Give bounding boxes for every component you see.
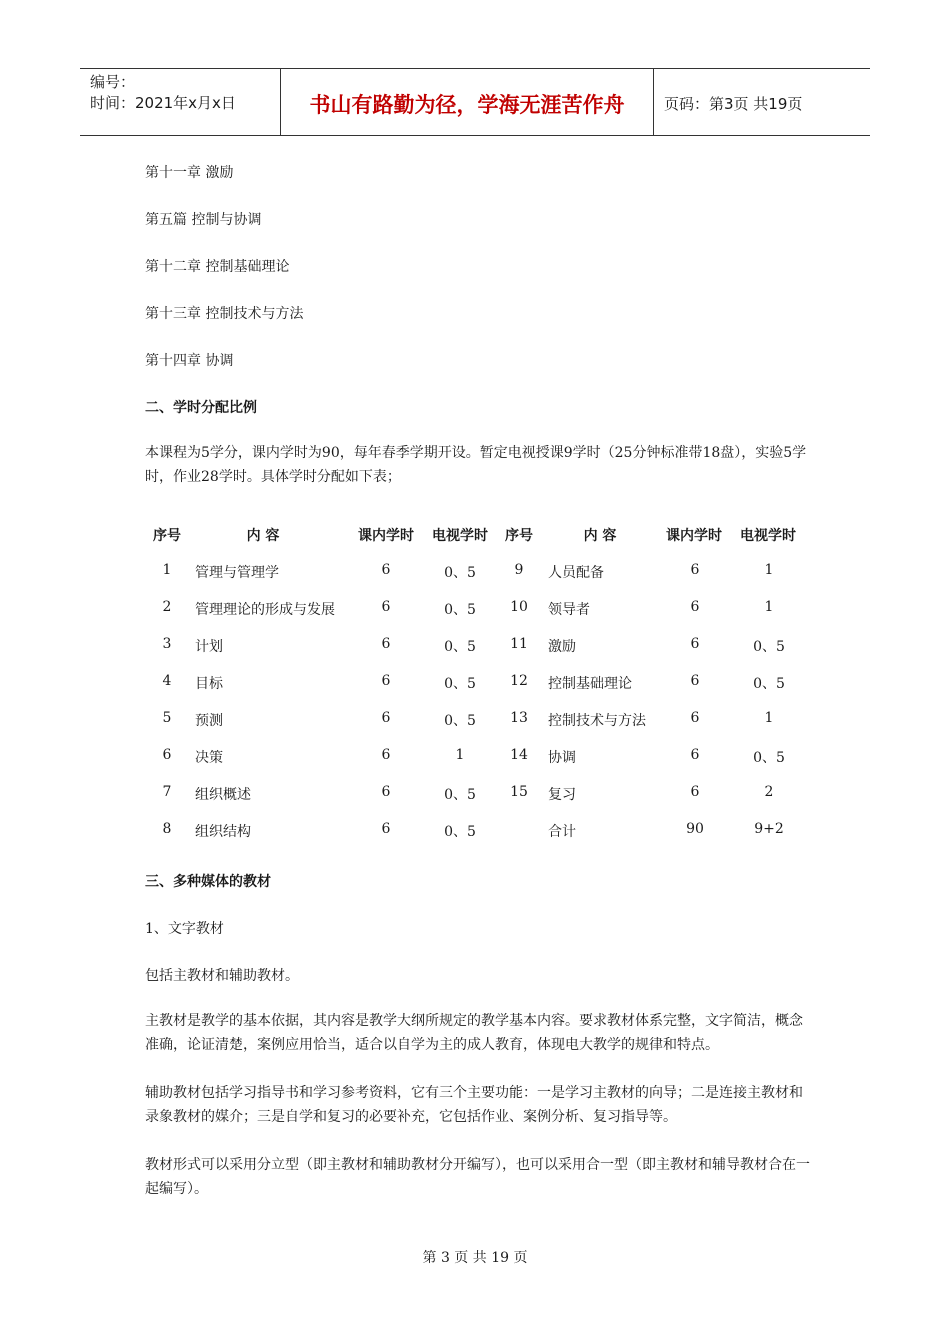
table-cell: 6 bbox=[162, 747, 172, 763]
table-cell: 0、5 bbox=[753, 639, 785, 655]
header-motto: 书山有路勤为径，学海无涯苦作舟 bbox=[281, 69, 654, 135]
table-cell: 6 bbox=[381, 784, 391, 800]
header-page-info: 页码：第3页 共19页 bbox=[664, 94, 803, 113]
table-cell: 合计 bbox=[548, 824, 576, 840]
table-cell: 8 bbox=[162, 821, 172, 837]
table-cell: 0、5 bbox=[444, 676, 476, 692]
table-cell: 6 bbox=[690, 747, 700, 763]
col-header: 课内学时 bbox=[666, 528, 722, 544]
table-cell: 组织概述 bbox=[195, 787, 251, 803]
table-row bbox=[145, 562, 810, 599]
table-cell: 6 bbox=[690, 562, 700, 578]
table-cell: 7 bbox=[162, 784, 172, 800]
chapter-line: 第五篇 控制与协调 bbox=[145, 212, 262, 228]
table-cell: 9 bbox=[514, 562, 524, 578]
col-header: 内 容 bbox=[246, 528, 280, 544]
table-cell: 0、5 bbox=[444, 602, 476, 618]
page-footer: 第 3 页 共 19 页 bbox=[422, 1250, 528, 1266]
col-header: 内 容 bbox=[583, 528, 617, 544]
table-cell: 6 bbox=[381, 636, 391, 652]
table-cell: 6 bbox=[381, 821, 391, 837]
table-row bbox=[145, 821, 810, 858]
subsection-heading: 1、文字教材 bbox=[145, 921, 224, 937]
table-cell: 13 bbox=[510, 710, 528, 726]
table-cell: 4 bbox=[162, 673, 172, 689]
number-label: 编号： bbox=[90, 73, 136, 91]
table-cell: 3 bbox=[162, 636, 172, 652]
table-cell: 12 bbox=[510, 673, 528, 689]
table-cell: 控制基础理论 bbox=[548, 676, 632, 692]
paragraph: 教材形式可以采用分立型（即主教材和辅助教材分开编写），也可以采用合一型（即主教材和辅导教材合在一起编写）。 bbox=[145, 1157, 810, 1197]
page-header bbox=[80, 68, 870, 136]
table-row bbox=[145, 599, 810, 636]
table-cell: 控制技术与方法 bbox=[548, 713, 646, 729]
table-cell: 协调 bbox=[548, 750, 576, 766]
table-cell: 1 bbox=[764, 710, 774, 726]
table-cell: 6 bbox=[381, 673, 391, 689]
table-row bbox=[145, 747, 810, 784]
col-header: 电视学时 bbox=[432, 528, 488, 544]
table-cell: 6 bbox=[381, 599, 391, 615]
table-cell: 6 bbox=[690, 710, 700, 726]
table-cell: 0、5 bbox=[753, 676, 785, 692]
paragraph: 辅助教材包括学习指导书和学习参考资料，它有三个主要功能：一是学习主教材的向导；二是连接主教材和录象教材的媒介；三是自学和复习的必要补充，它包括作业、案例分析、复习指导等。 bbox=[145, 1085, 803, 1125]
table-row bbox=[145, 636, 810, 673]
table-cell: 0、5 bbox=[753, 750, 785, 766]
table-cell: 1 bbox=[764, 562, 774, 578]
col-header: 序号 bbox=[153, 528, 181, 544]
table-cell: 15 bbox=[510, 784, 528, 800]
paragraph: 主教材是教学的基本依据，其内容是教学大纲所规定的教学基本内容。要求教材体系完整，文字简洁，概念准确，论证清楚，案例应用恰当，适合以自学为主的成人教育，体现电大教学的规律和特点。 bbox=[145, 1013, 803, 1053]
table-cell: 0、5 bbox=[444, 565, 476, 581]
chapter-line: 第十三章 控制技术与方法 bbox=[145, 306, 304, 322]
table-cell: 0、5 bbox=[444, 787, 476, 803]
table-cell: 计划 bbox=[195, 639, 223, 655]
table-cell: 0、5 bbox=[444, 824, 476, 840]
table-cell: 组织结构 bbox=[195, 824, 251, 840]
table-cell: 10 bbox=[510, 599, 528, 615]
time-label: 时间：2021年x月x日 bbox=[90, 94, 236, 112]
table-cell: 1 bbox=[764, 599, 774, 615]
table-cell: 6 bbox=[690, 599, 700, 615]
table-cell: 6 bbox=[381, 562, 391, 578]
table-cell: 2 bbox=[162, 599, 172, 615]
table-cell: 1 bbox=[455, 747, 465, 763]
table-cell: 6 bbox=[381, 710, 391, 726]
col-header: 序号 bbox=[505, 528, 533, 544]
table-cell: 9+2 bbox=[754, 821, 784, 837]
chapter-line: 第十一章 激励 bbox=[145, 165, 234, 181]
table-cell: 11 bbox=[510, 636, 528, 652]
table-cell: 6 bbox=[690, 784, 700, 800]
table-cell: 1 bbox=[162, 562, 172, 578]
table-cell: 目标 bbox=[195, 676, 223, 692]
col-header: 课内学时 bbox=[358, 528, 414, 544]
table-cell: 6 bbox=[381, 747, 391, 763]
header-meta bbox=[80, 69, 281, 135]
section-heading: 二、学时分配比例 bbox=[145, 400, 257, 416]
table-cell: 0、5 bbox=[444, 639, 476, 655]
table-cell: 5 bbox=[162, 710, 172, 726]
table-cell: 0、5 bbox=[444, 713, 476, 729]
paragraph: 包括主教材和辅助教材。 bbox=[145, 968, 299, 984]
table-row bbox=[145, 784, 810, 821]
chapter-line: 第十二章 控制基础理论 bbox=[145, 259, 290, 275]
table-cell: 复习 bbox=[548, 787, 576, 803]
table-cell: 管理与管理学 bbox=[195, 565, 279, 581]
table-cell: 14 bbox=[510, 747, 528, 763]
table-cell: 2 bbox=[764, 784, 774, 800]
table-cell: 90 bbox=[686, 821, 704, 837]
section-heading: 三、多种媒体的教材 bbox=[145, 874, 271, 890]
chapter-line: 第十四章 协调 bbox=[145, 353, 234, 369]
col-header: 电视学时 bbox=[740, 528, 796, 544]
table-cell: 6 bbox=[690, 636, 700, 652]
table-cell: 激励 bbox=[548, 639, 576, 655]
table-cell: 人员配备 bbox=[548, 565, 604, 581]
paragraph: 本课程为5学分，课内学时为90，每年春季学期开设。暂定电视授课9学时（25分钟标准带18盘），实验5学时，作业28学时。具体学时分配如下表； bbox=[145, 445, 807, 485]
table-row bbox=[145, 710, 810, 747]
table-row bbox=[145, 673, 810, 710]
table-cell: 预测 bbox=[195, 713, 223, 729]
table-cell: 6 bbox=[690, 673, 700, 689]
table-header-row bbox=[145, 525, 810, 562]
table-cell: 决策 bbox=[195, 750, 223, 766]
table-cell: 管理理论的形成与发展 bbox=[195, 602, 335, 618]
table-cell: 领导者 bbox=[548, 602, 590, 618]
